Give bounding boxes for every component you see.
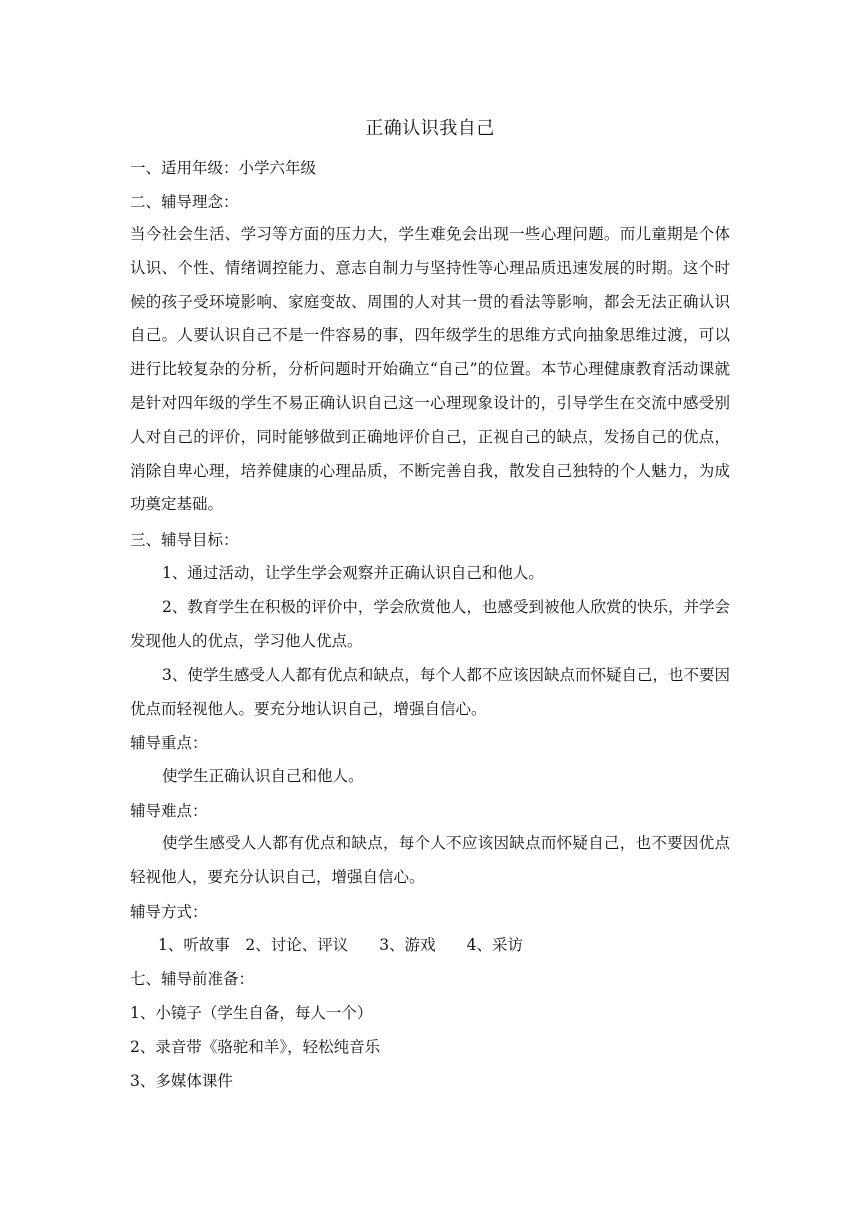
focus-heading: 辅导重点：	[130, 734, 208, 752]
focus-text: 使学生正确认识自己和他人。	[162, 767, 364, 785]
goal-item-1: 1、通过活动，让学生学会观察并正确认识自己和他人。	[162, 564, 544, 582]
methods-list: 1、听故事 2、讨论、评议 3、游戏 4、采访	[158, 936, 523, 954]
document-title: 正确认识我自己	[365, 118, 495, 139]
difficulty-text: 使学生感受人人都有优点和缺点，每个人不应该因缺点而怀疑自己，也不要因优点轻视他人，要充分认识自己，增强自信心。	[130, 834, 730, 886]
goal-item-2: 2、教育学生在积极的评价中，学会欣赏他人，也感受到被他人欣赏的快乐，并学会发现他人的优点，学习他人优点。	[130, 598, 730, 650]
prep-heading: 七、辅导前准备：	[130, 970, 255, 988]
goal-item-3: 3、使学生感受人人都有优点和缺点，每个人都不应该因缺点而怀疑自己，也不要因优点而轻视他人。要充分地认识自己，增强自信心。	[130, 666, 730, 718]
concept-paragraph: 当今社会生活、学习等方面的压力大，学生难免会出现一些心理问题。而儿童期是个体认识、个性、情绪调控能力、意志自制力与坚持性等心理品质迅速发展的时期。这个时候的孩子受环境影响、家庭变故、周围的人对其一贯的看法等影响，都会无法正确认识自己。人要认识自己不是一件容易的事，四年级学生的思维方式向抽象思维过渡，可以进行比较复杂的分析，分析问题时开始确立“自己”的位置。本节心理健康教育活动课就是针对四年级的学生不易正确认识自己这一心理现象设计的，引导学生在交流中感受别人对自己的评价，同时能够做到正确地评价自己，正视自己的缺点，发扬自己的优点，消除自卑心理，培养健康的心理品质，不断完善自我，散发自己独特的个人魅力，为成功奠定基础。	[130, 225, 730, 514]
difficulty-heading: 辅导难点：	[130, 802, 208, 820]
grade-line: 一、适用年级：小学六年级	[130, 159, 317, 177]
methods-heading: 辅导方式：	[130, 903, 208, 921]
concept-heading: 二、辅导理念：	[130, 193, 239, 211]
prep-item-1: 1、小镜子（学生自备，每人一个）	[130, 1004, 373, 1022]
goals-heading: 三、辅导目标：	[130, 531, 239, 549]
prep-item-3: 3、多媒体课件	[130, 1072, 233, 1090]
prep-item-2: 2、录音带《骆驼和羊》，轻松纯音乐	[130, 1038, 381, 1056]
